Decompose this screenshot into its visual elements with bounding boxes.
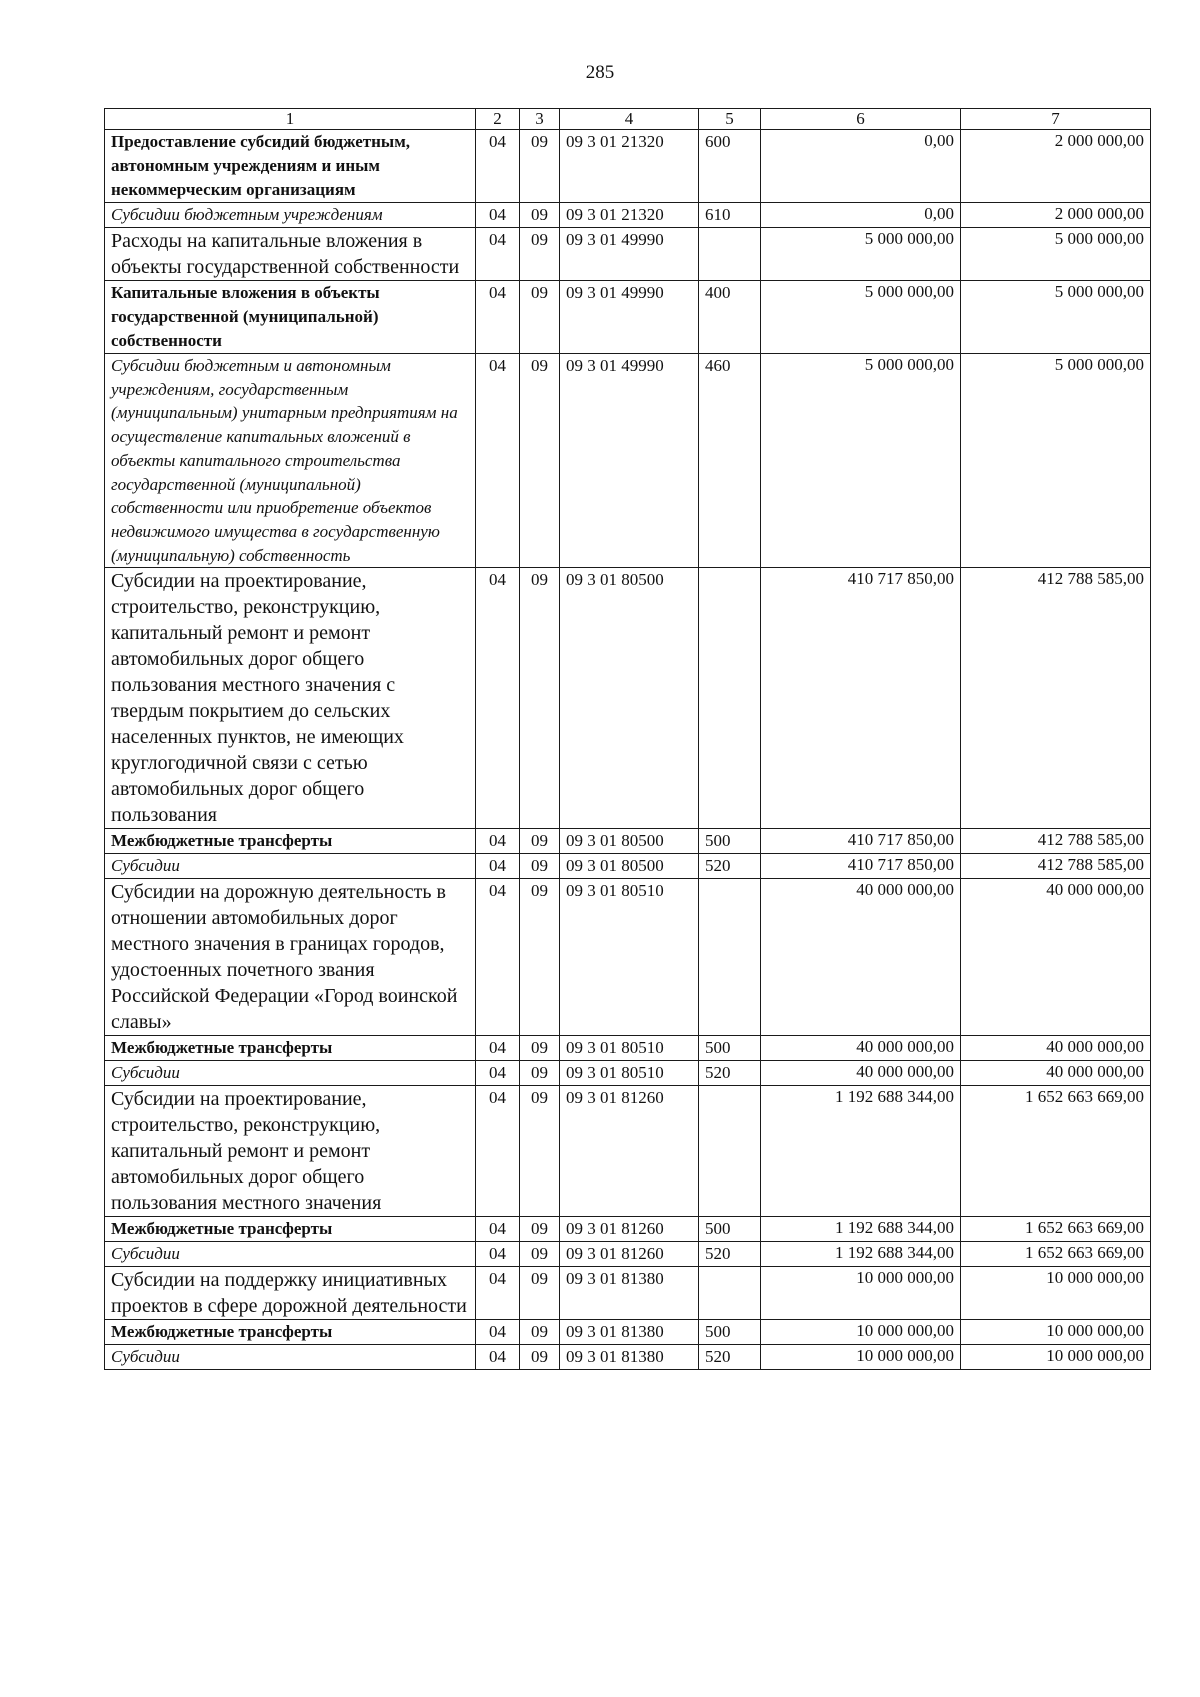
row-sum-year-2: 2 000 000,00 <box>961 130 1151 203</box>
table-row <box>105 1217 1151 1242</box>
row-target-code: 09 3 01 81260 <box>560 1217 699 1242</box>
header-col-3: 3 <box>520 109 560 130</box>
row-name: Капитальные вложения в объекты государственной (муниципальной) собственности <box>105 281 476 354</box>
row-section: 04 <box>476 281 520 354</box>
table-row <box>105 1061 1151 1086</box>
row-section: 04 <box>476 829 520 854</box>
row-subsection: 09 <box>520 354 560 568</box>
row-section: 04 <box>476 130 520 203</box>
row-subsection: 09 <box>520 1267 560 1320</box>
row-sum-year-1: 1 192 688 344,00 <box>761 1242 961 1267</box>
row-target-code: 09 3 01 80500 <box>560 854 699 879</box>
row-subsection: 09 <box>520 281 560 354</box>
row-sum-year-1: 1 192 688 344,00 <box>761 1217 961 1242</box>
row-target-code: 09 3 01 81380 <box>560 1345 699 1370</box>
row-sum-year-2: 40 000 000,00 <box>961 1061 1151 1086</box>
row-subsection: 09 <box>520 203 560 228</box>
row-name: Субсидии на проектирование, строительство, реконструкцию, капитальный ремонт и ремонт автомобильных дорог общего пользования местного значения с твердым покрытием до сельских населенных пунктов, не имеющих круглогодичной связи с сетью автомобильных дорог общего пользования <box>105 568 476 829</box>
row-target-code: 09 3 01 80510 <box>560 1036 699 1061</box>
row-section: 04 <box>476 879 520 1036</box>
row-expense-type: 400 <box>699 281 761 354</box>
row-target-code: 09 3 01 81260 <box>560 1242 699 1267</box>
row-subsection: 09 <box>520 1086 560 1217</box>
table-row <box>105 1267 1151 1320</box>
row-name: Межбюджетные трансферты <box>105 1217 476 1242</box>
row-expense-type: 460 <box>699 354 761 568</box>
row-section: 04 <box>476 203 520 228</box>
header-col-4: 4 <box>560 109 699 130</box>
table-row <box>105 568 1151 829</box>
row-name: Субсидии на поддержку инициативных проектов в сфере дорожной деятельности <box>105 1267 476 1320</box>
table-row <box>105 1242 1151 1267</box>
row-target-code: 09 3 01 49990 <box>560 354 699 568</box>
table-row <box>105 1086 1151 1217</box>
row-sum-year-2: 1 652 663 669,00 <box>961 1242 1151 1267</box>
row-expense-type: 520 <box>699 1242 761 1267</box>
row-section: 04 <box>476 1345 520 1370</box>
row-section: 04 <box>476 1036 520 1061</box>
row-subsection: 09 <box>520 1320 560 1345</box>
row-name: Субсидии бюджетным учреждениям <box>105 203 476 228</box>
budget-table <box>104 108 1151 1370</box>
table-row <box>105 854 1151 879</box>
row-sum-year-2: 412 788 585,00 <box>961 568 1151 829</box>
row-name: Межбюджетные трансферты <box>105 1036 476 1061</box>
row-name: Субсидии на проектирование, строительство, реконструкцию, капитальный ремонт и ремонт автомобильных дорог общего пользования местного значения <box>105 1086 476 1217</box>
row-sum-year-1: 1 192 688 344,00 <box>761 1086 961 1217</box>
row-subsection: 09 <box>520 130 560 203</box>
row-expense-type <box>699 879 761 1036</box>
row-expense-type <box>699 228 761 281</box>
row-subsection: 09 <box>520 829 560 854</box>
table-row <box>105 203 1151 228</box>
table-row <box>105 829 1151 854</box>
row-expense-type: 600 <box>699 130 761 203</box>
row-target-code: 09 3 01 21320 <box>560 203 699 228</box>
header-col-1: 1 <box>105 109 476 130</box>
row-section: 04 <box>476 854 520 879</box>
row-expense-type <box>699 1267 761 1320</box>
row-sum-year-1: 40 000 000,00 <box>761 1036 961 1061</box>
row-sum-year-2: 2 000 000,00 <box>961 203 1151 228</box>
row-subsection: 09 <box>520 228 560 281</box>
row-subsection: 09 <box>520 1217 560 1242</box>
row-target-code: 09 3 01 80510 <box>560 1061 699 1086</box>
row-section: 04 <box>476 1061 520 1086</box>
row-sum-year-1: 10 000 000,00 <box>761 1267 961 1320</box>
table-row <box>105 1036 1151 1061</box>
row-name: Субсидии <box>105 1242 476 1267</box>
row-sum-year-1: 5 000 000,00 <box>761 354 961 568</box>
row-expense-type: 500 <box>699 1320 761 1345</box>
row-expense-type: 500 <box>699 1036 761 1061</box>
row-name: Субсидии <box>105 1061 476 1086</box>
header-row <box>105 109 1151 130</box>
row-expense-type <box>699 568 761 829</box>
row-name: Субсидии на дорожную деятельность в отношении автомобильных дорог местного значения в границах городов, удостоенных почетного звания Российской Федерации «Город воинской славы» <box>105 879 476 1036</box>
table-row <box>105 1345 1151 1370</box>
row-target-code: 09 3 01 81380 <box>560 1320 699 1345</box>
table-row <box>105 354 1151 568</box>
header-col-5: 5 <box>699 109 761 130</box>
row-expense-type <box>699 1086 761 1217</box>
row-sum-year-1: 40 000 000,00 <box>761 879 961 1036</box>
row-section: 04 <box>476 1267 520 1320</box>
row-sum-year-1: 0,00 <box>761 130 961 203</box>
table-row <box>105 130 1151 203</box>
row-sum-year-2: 5 000 000,00 <box>961 354 1151 568</box>
row-expense-type: 520 <box>699 1345 761 1370</box>
row-sum-year-2: 1 652 663 669,00 <box>961 1086 1151 1217</box>
row-target-code: 09 3 01 81380 <box>560 1267 699 1320</box>
row-expense-type: 520 <box>699 854 761 879</box>
row-sum-year-2: 412 788 585,00 <box>961 854 1151 879</box>
table-body <box>105 130 1151 1370</box>
row-section: 04 <box>476 1320 520 1345</box>
row-subsection: 09 <box>520 1345 560 1370</box>
row-name: Предоставление субсидий бюджетным, автономным учреждениям и иным некоммерческим организациям <box>105 130 476 203</box>
table-row <box>105 879 1151 1036</box>
row-subsection: 09 <box>520 879 560 1036</box>
row-sum-year-1: 410 717 850,00 <box>761 568 961 829</box>
row-name: Субсидии <box>105 1345 476 1370</box>
row-subsection: 09 <box>520 1242 560 1267</box>
row-section: 04 <box>476 1217 520 1242</box>
header-col-2: 2 <box>476 109 520 130</box>
table-row <box>105 281 1151 354</box>
table-row <box>105 1320 1151 1345</box>
row-sum-year-1: 5 000 000,00 <box>761 228 961 281</box>
page-number: 285 <box>585 62 615 83</box>
row-section: 04 <box>476 228 520 281</box>
row-sum-year-1: 10 000 000,00 <box>761 1320 961 1345</box>
row-name: Расходы на капитальные вложения в объекты государственной собственности <box>105 228 476 281</box>
row-sum-year-2: 1 652 663 669,00 <box>961 1217 1151 1242</box>
row-name: Межбюджетные трансферты <box>105 1320 476 1345</box>
row-sum-year-1: 410 717 850,00 <box>761 854 961 879</box>
row-section: 04 <box>476 354 520 568</box>
row-sum-year-2: 10 000 000,00 <box>961 1345 1151 1370</box>
row-sum-year-1: 40 000 000,00 <box>761 1061 961 1086</box>
row-name: Субсидии <box>105 854 476 879</box>
row-sum-year-2: 5 000 000,00 <box>961 228 1151 281</box>
row-target-code: 09 3 01 81260 <box>560 1086 699 1217</box>
row-target-code: 09 3 01 49990 <box>560 281 699 354</box>
row-subsection: 09 <box>520 568 560 829</box>
row-sum-year-1: 0,00 <box>761 203 961 228</box>
row-expense-type: 500 <box>699 1217 761 1242</box>
row-subsection: 09 <box>520 1036 560 1061</box>
table-row <box>105 228 1151 281</box>
row-expense-type: 520 <box>699 1061 761 1086</box>
row-target-code: 09 3 01 80500 <box>560 568 699 829</box>
row-sum-year-1: 5 000 000,00 <box>761 281 961 354</box>
row-target-code: 09 3 01 49990 <box>560 228 699 281</box>
row-expense-type: 610 <box>699 203 761 228</box>
row-target-code: 09 3 01 21320 <box>560 130 699 203</box>
row-target-code: 09 3 01 80510 <box>560 879 699 1036</box>
row-target-code: 09 3 01 80500 <box>560 829 699 854</box>
row-subsection: 09 <box>520 854 560 879</box>
row-name: Субсидии бюджетным и автономным учреждениям, государственным (муниципальным) унитарным предприятиям на осуществление капитальных вложений в объекты капитального строительства государственной (муниципальной) собственности или приобретение объектов недвижимого имущества в государственную (муниципальную) собственность <box>105 354 476 568</box>
row-section: 04 <box>476 1086 520 1217</box>
row-sum-year-2: 10 000 000,00 <box>961 1267 1151 1320</box>
row-expense-type: 500 <box>699 829 761 854</box>
row-sum-year-2: 412 788 585,00 <box>961 829 1151 854</box>
row-sum-year-1: 10 000 000,00 <box>761 1345 961 1370</box>
header-col-6: 6 <box>761 109 961 130</box>
row-sum-year-1: 410 717 850,00 <box>761 829 961 854</box>
header-col-7: 7 <box>961 109 1151 130</box>
row-sum-year-2: 40 000 000,00 <box>961 1036 1151 1061</box>
row-sum-year-2: 5 000 000,00 <box>961 281 1151 354</box>
row-section: 04 <box>476 568 520 829</box>
row-section: 04 <box>476 1242 520 1267</box>
row-sum-year-2: 40 000 000,00 <box>961 879 1151 1036</box>
row-subsection: 09 <box>520 1061 560 1086</box>
row-sum-year-2: 10 000 000,00 <box>961 1320 1151 1345</box>
row-name: Межбюджетные трансферты <box>105 829 476 854</box>
